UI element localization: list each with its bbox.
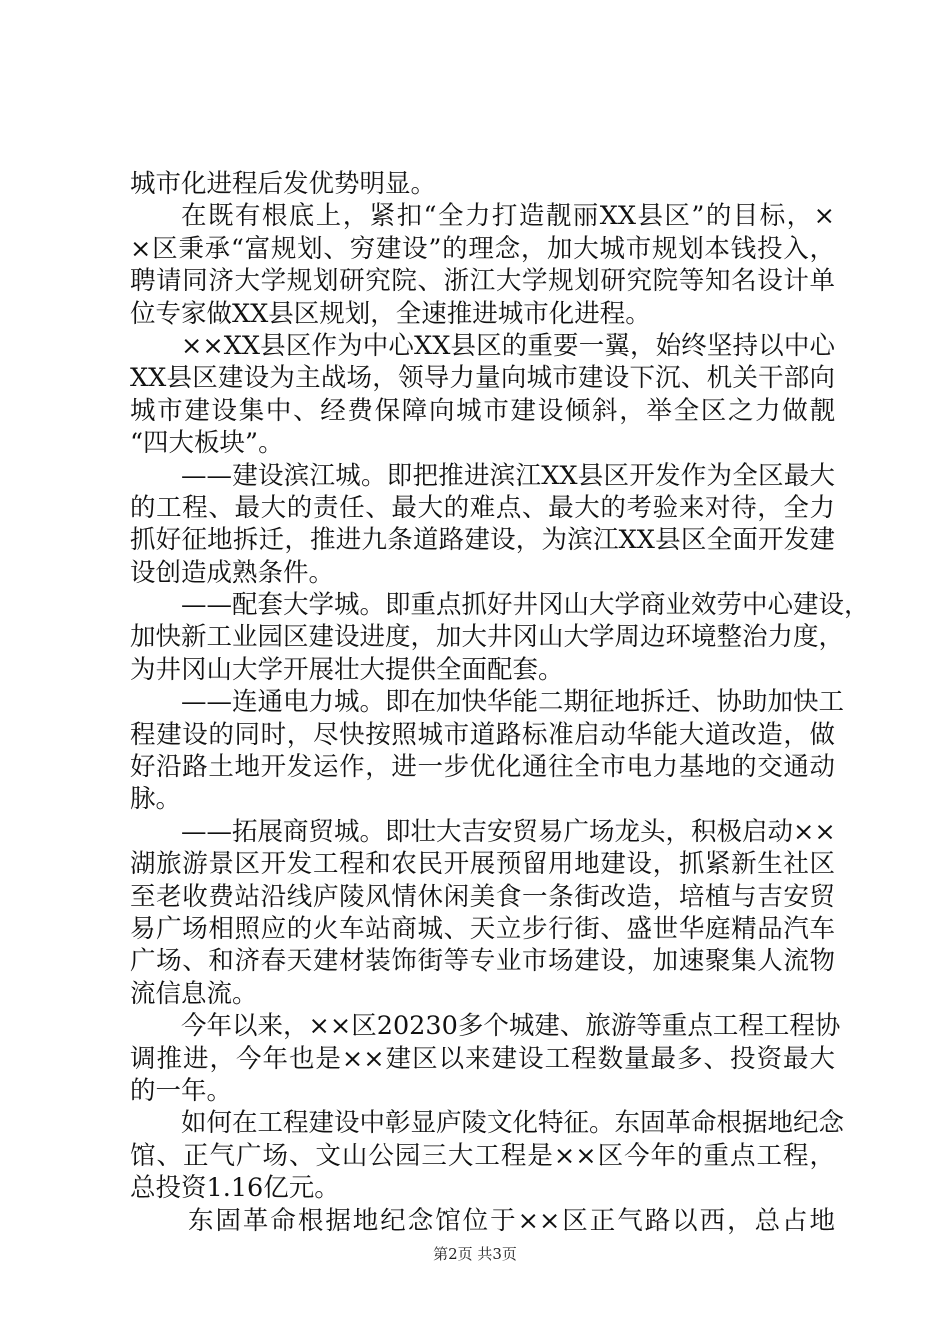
paragraph (130, 1107, 845, 1204)
text-line: ——连通电力城。即在加快华能二期征地拆迁、协助加快工 (181, 687, 845, 718)
text-line: ——拓展商贸城。即壮大吉安贸易广场龙头，积极启动×× (181, 816, 836, 847)
text-line: 流信息流。 (130, 978, 258, 1009)
text-line: 抓好征地拆迁，推进九条道路建设，为滨江XX县区全面开发建 (130, 525, 835, 556)
text-line: 湖旅游景区开发工程和农民开展预留用地建设，抓紧新生社区 (130, 849, 835, 880)
paragraph (130, 686, 845, 816)
text-line: 广场、和济春天建材装饰街等专业市场建设，加速聚集人流物 (130, 946, 835, 977)
text-line: 城市化进程后发优势明显。 (130, 169, 437, 199)
text-line: 设创造成熟条件。 (130, 557, 335, 588)
text-line: 好沿路土地开发运作，进一步优化通往全市电力基地的交通动 (130, 752, 835, 783)
text-line: 至老收费站沿线庐陵风情休闲美食一条街改造，培植与吉安贸 (130, 881, 835, 912)
text-line: ——配套大学城。即重点抓好井冈山大学商业效劳中心建设， (181, 590, 870, 621)
text-line: 今年以来，××区20230多个城建、旅游等重点工程工程协 (181, 1011, 841, 1042)
paragraph (130, 1205, 835, 1237)
paragraph (130, 200, 835, 330)
text-line: XX县区建设为主战场，领导力量向城市建设下沉、机关干部向 (130, 363, 835, 394)
paragraph (130, 589, 870, 686)
text-line: 在既有根底上，紧扣“全力打造靓丽XX县区”的目标，× (181, 201, 835, 232)
paragraph (130, 1010, 841, 1107)
text-line: 如何在工程建设中彰显庐陵文化特征。东固革命根据地纪念 (181, 1108, 845, 1139)
text-line: 的工程、最大的责任、最大的难点、最大的考验来对待，全力 (130, 492, 835, 523)
paragraph (130, 460, 835, 590)
text-line: 加快新工业园区建设进度，加大井冈山大学周边环境整治力度， (130, 622, 845, 653)
page-number-footer: 第2页 共3页 (433, 1245, 517, 1263)
text-line: ×区秉承“富规划、穷建设”的理念，加大城市规划本钱投入， (130, 233, 835, 264)
paragraph (130, 330, 835, 460)
text-line: 程建设的同时，尽快按照城市道路标准启动华能大道改造，做 (130, 719, 835, 750)
text-line: 馆、正气广场、文山公园三大工程是××区今年的重点工程， (130, 1140, 835, 1171)
text-line: 总投资1.16亿元。 (130, 1173, 340, 1204)
text-line: 的一年。 (130, 1075, 233, 1106)
text-line: 脉。 (130, 784, 182, 815)
text-line: 城市建设集中、经费保障向城市建设倾斜，举全区之力做靓 (130, 395, 835, 426)
paragraph (130, 816, 835, 1010)
text-line: 聘请同济大学规划研究院、浙江大学规划研究院等知名设计单 (130, 266, 835, 297)
text-line: 位专家做XX县区规划，全速推进城市化进程。 (130, 298, 651, 329)
text-line: ——建设滨江城。即把推进滨江XX县区开发作为全区最大 (181, 460, 835, 491)
text-line: 调推进，今年也是××建区以来建设工程数量最多、投资最大 (130, 1043, 835, 1074)
text-line: “四大板块”。 (130, 428, 284, 459)
text-line: 易广场相照应的火车站商城、天立步行街、盛世华庭精品汽车 (130, 913, 835, 944)
document-body (130, 168, 870, 1237)
paragraph (130, 168, 835, 200)
text-line: 为井冈山大学开展壮大提供全面配套。 (130, 654, 564, 685)
text-line: ××XX县区作为中心XX县区的重要一翼，始终坚持以中心 (181, 330, 835, 361)
text-line: 东固革命根据地纪念馆位于××区正气路以西，总占地 (188, 1205, 835, 1236)
